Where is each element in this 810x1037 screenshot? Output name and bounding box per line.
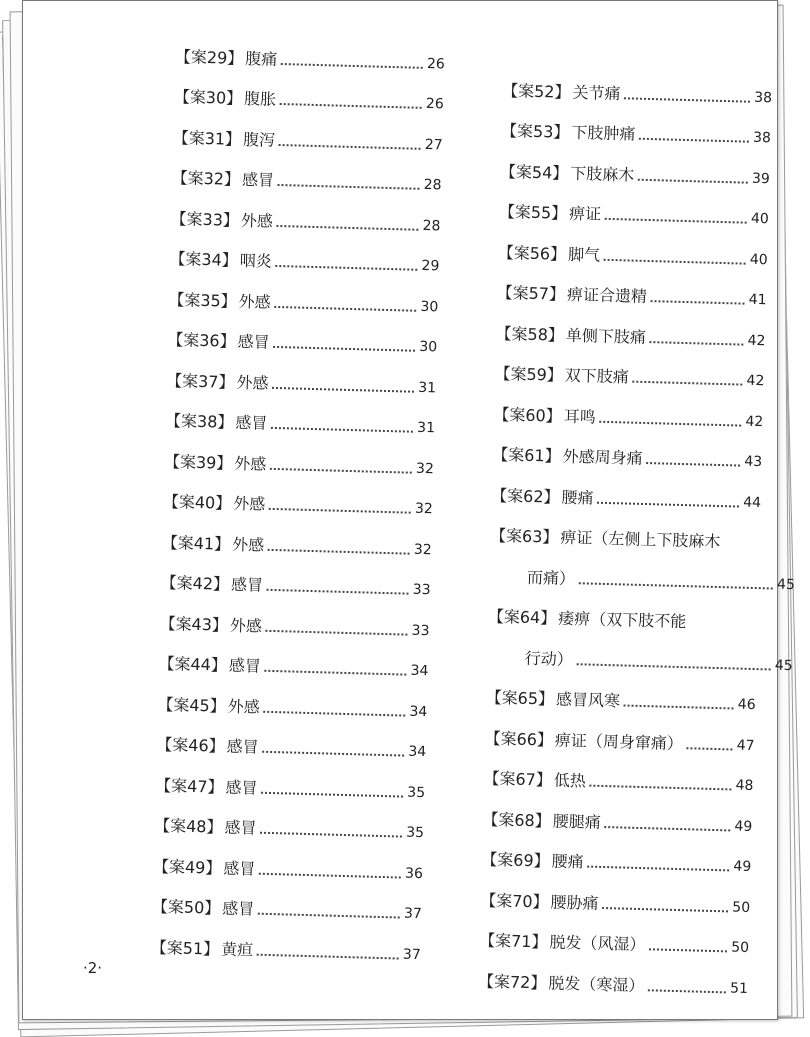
page-number: ·2·	[83, 959, 103, 977]
leader-dots	[597, 501, 739, 507]
case-number: 【案45】	[157, 694, 227, 716]
case-number: 【案38】	[164, 410, 234, 432]
page-ref: 49	[733, 858, 752, 876]
case-title: 黄疸	[220, 939, 254, 960]
toc-entry	[152, 876, 423, 924]
case-title: 痹证	[568, 203, 602, 224]
case-title: 咽炎	[239, 250, 273, 271]
case-title: 腹胀	[243, 89, 277, 109]
leader-dots	[265, 670, 407, 676]
page-ref: 34	[410, 662, 429, 680]
page-ref: 36	[404, 865, 424, 882]
toc-entry	[482, 789, 753, 837]
case-number: 【案39】	[163, 451, 233, 473]
page-ref: 27	[424, 136, 443, 153]
case-number: 【案48】	[153, 815, 223, 837]
case-title: 低热	[553, 770, 587, 791]
case-number: 【案62】	[490, 485, 560, 507]
leader-dots	[605, 218, 747, 224]
leader-dots	[263, 751, 405, 757]
page-ref: 35	[407, 784, 426, 801]
toc-entry	[499, 181, 770, 229]
page-ref: 41	[748, 291, 767, 309]
case-number: 【案59】	[494, 363, 564, 385]
toc-entry	[175, 26, 446, 74]
page-ref: 43	[744, 453, 763, 471]
page-ref: 30	[420, 298, 439, 315]
page-ref: 32	[413, 541, 432, 558]
toc-entry	[155, 755, 426, 803]
leader-dots	[639, 138, 749, 143]
toc-entry	[502, 60, 773, 108]
leader-dots	[605, 826, 731, 831]
toc-content	[9, 0, 796, 1028]
case-title: 感冒	[226, 736, 259, 757]
toc-entry	[497, 222, 768, 270]
page-ref: 26	[426, 55, 446, 72]
case-title: 外感	[238, 291, 271, 312]
leader-dots	[269, 508, 411, 514]
toc-entry	[483, 748, 754, 796]
leader-dots	[624, 97, 750, 102]
toc-column-left	[151, 26, 446, 964]
page-ref: 40	[749, 251, 768, 268]
leader-dots	[649, 948, 727, 952]
case-title-continued: 而痛）	[526, 567, 576, 588]
case-number: 【案41】	[161, 532, 231, 554]
leader-dots	[579, 582, 773, 589]
toc-entry	[171, 148, 442, 196]
leader-dots	[278, 184, 420, 190]
case-number: 【案40】	[162, 491, 232, 513]
toc-entry	[154, 795, 425, 843]
leader-dots	[624, 705, 734, 710]
case-number: 【案30】	[173, 87, 243, 108]
leader-dots	[638, 178, 748, 183]
leader-dots	[604, 258, 746, 264]
case-number: 【案31】	[172, 127, 242, 149]
case-title: 感冒	[230, 574, 264, 595]
case-title: 腰痛	[561, 487, 594, 508]
page-ref: 50	[730, 939, 750, 956]
toc-entry	[489, 505, 796, 593]
page-ref: 32	[414, 500, 433, 518]
toc-entry	[165, 391, 436, 439]
page-ref: 31	[416, 419, 436, 437]
leader-dots	[264, 710, 406, 716]
toc-entry	[480, 870, 751, 918]
page-ref: 39	[751, 170, 771, 187]
page-ref: 37	[403, 905, 423, 923]
toc-entry	[151, 917, 422, 965]
page-ref: 50	[732, 899, 751, 916]
page-ref: 44	[743, 494, 762, 511]
toc-entry	[493, 384, 764, 432]
case-number: 【案58】	[495, 323, 565, 345]
toc-entry	[494, 343, 765, 391]
case-title: 外感	[232, 493, 266, 514]
leader-dots	[258, 913, 400, 919]
case-title: 外感	[227, 696, 261, 717]
toc-entry	[484, 708, 755, 756]
case-title: 外感周身痛	[562, 446, 643, 468]
case-number: 【案51】	[150, 937, 220, 959]
page-ref: 34	[408, 743, 427, 761]
page-ref: 51	[729, 979, 749, 997]
case-title: 关节痛	[572, 82, 621, 103]
case-number: 【案60】	[493, 404, 562, 426]
toc-entry	[162, 512, 433, 560]
case-title: 腰痛	[551, 851, 584, 872]
case-number: 【案64】	[487, 606, 557, 628]
case-number: 【案34】	[169, 249, 239, 270]
leader-dots	[267, 589, 409, 595]
case-title: 痿痹（双下肢不能	[558, 608, 687, 631]
page-ref: 37	[402, 946, 421, 963]
toc-entry	[169, 229, 440, 277]
toc-entry	[170, 188, 441, 236]
case-number: 【案52】	[501, 80, 571, 102]
leader-dots	[260, 832, 402, 838]
case-number: 【案49】	[152, 856, 222, 878]
case-number: 【案37】	[165, 370, 235, 392]
case-title: 外感	[234, 453, 267, 474]
page-ref: 45	[774, 657, 793, 674]
case-title: 感冒	[235, 412, 268, 433]
case-number: 【案70】	[479, 890, 549, 912]
leader-dots	[259, 872, 401, 878]
page-ref: 42	[746, 372, 765, 390]
page-ref: 49	[734, 818, 753, 835]
page-ref: 26	[425, 95, 444, 113]
toc-entry	[501, 100, 772, 148]
case-number: 【案67】	[483, 768, 553, 790]
case-title: 外感	[229, 615, 263, 636]
case-title: 下肢肿痛	[571, 122, 636, 144]
case-number: 【案33】	[170, 208, 240, 230]
toc-entry	[167, 310, 438, 358]
case-number: 【案44】	[158, 653, 228, 675]
leader-dots	[266, 629, 408, 635]
case-title: 腹痛	[245, 48, 278, 69]
toc-entry	[160, 552, 431, 600]
leader-dots	[270, 467, 412, 473]
page-ref: 45	[776, 576, 796, 593]
leader-dots	[272, 386, 414, 392]
case-title: 外感	[240, 210, 274, 231]
case-title: 腹泻	[242, 129, 276, 150]
leader-dots	[268, 548, 410, 554]
leader-dots	[633, 381, 743, 386]
page-ref: 47	[736, 737, 755, 754]
page-ref: 31	[418, 379, 437, 396]
case-number: 【案36】	[167, 330, 236, 351]
toc-entry	[159, 593, 430, 641]
leader-dots	[277, 224, 419, 230]
page-ref: 33	[411, 622, 430, 639]
case-title: 痹证（周身窜痛）	[554, 730, 684, 753]
toc-entry	[487, 586, 793, 674]
leader-dots	[257, 953, 399, 959]
case-title: 双下肢痛	[564, 365, 630, 387]
leader-dots	[650, 341, 744, 346]
toc-entry	[157, 674, 428, 722]
leader-dots	[281, 63, 423, 69]
case-title: 感冒	[224, 817, 257, 838]
case-number: 【案66】	[484, 728, 554, 750]
case-number: 【案35】	[168, 289, 237, 311]
case-title: 痹证合遗精	[566, 284, 648, 306]
document-page	[22, 0, 796, 1020]
leader-dots	[577, 663, 771, 670]
toc-entry	[481, 829, 752, 877]
leader-dots	[590, 785, 732, 791]
page-ref: 35	[405, 824, 425, 842]
toc-entry-line	[487, 626, 794, 675]
toc-entry	[166, 350, 437, 398]
case-title: 外感	[236, 372, 269, 393]
leader-dots	[602, 907, 728, 912]
case-number: 【案72】	[477, 971, 547, 993]
page-ref: 42	[747, 332, 766, 349]
case-number: 【案63】	[489, 525, 559, 547]
toc-entry	[153, 836, 424, 884]
case-title: 外感	[231, 534, 265, 555]
page-ref: 48	[735, 777, 754, 795]
case-number: 【案55】	[498, 201, 568, 223]
toc-entry	[164, 431, 435, 479]
leader-dots	[276, 265, 418, 271]
case-number: 【案32】	[171, 168, 241, 189]
case-title: 感冒	[237, 331, 270, 352]
page-ref: 33	[412, 581, 431, 599]
toc-entry	[168, 269, 439, 317]
leader-dots	[279, 143, 421, 149]
page-ref: 40	[750, 210, 769, 228]
case-number: 【案46】	[156, 734, 225, 756]
toc-entry	[500, 141, 771, 189]
case-title: 耳鸣	[563, 406, 596, 427]
page-ref: 28	[422, 217, 441, 234]
leader-dots	[273, 346, 415, 352]
page-ref: 38	[752, 129, 772, 147]
case-title: 感冒	[228, 655, 262, 676]
toc-entry	[485, 667, 756, 715]
toc-entry	[156, 714, 427, 762]
case-number: 【案57】	[496, 282, 566, 304]
leader-dots	[271, 427, 413, 433]
case-number: 【案65】	[485, 687, 555, 709]
leader-dots	[646, 462, 740, 467]
toc-entry	[172, 107, 443, 155]
case-number: 【案61】	[492, 444, 561, 466]
case-title: 脚气	[567, 244, 601, 265]
case-title: 感冒	[241, 169, 275, 190]
case-title: 痹证（左侧上下肢麻木	[560, 527, 721, 551]
case-title: 感冒风寒	[555, 689, 621, 711]
leader-dots	[687, 747, 733, 750]
case-title: 腰腿痛	[552, 811, 602, 832]
toc-entry	[495, 303, 766, 351]
leader-dots	[648, 989, 726, 993]
leader-dots	[261, 791, 403, 797]
case-title: 感冒	[225, 777, 258, 798]
case-number: 【案56】	[497, 242, 567, 264]
case-title: 脱发（风湿）	[549, 932, 646, 955]
case-number: 【案68】	[482, 809, 552, 831]
leader-dots	[280, 103, 422, 109]
page-ref: 30	[419, 338, 438, 356]
page-ref: 28	[423, 176, 442, 194]
page-ref: 29	[421, 257, 440, 275]
page-ref: 42	[745, 413, 764, 430]
toc-entry	[496, 262, 767, 310]
page-ref: 34	[409, 703, 428, 720]
page-ref: 38	[753, 89, 773, 106]
case-title: 感冒	[223, 858, 256, 879]
case-number: 【案42】	[160, 572, 230, 594]
leader-dots	[588, 866, 730, 872]
case-number: 【案50】	[151, 896, 221, 918]
case-title: 感冒	[222, 898, 255, 919]
case-title-continued: 行动）	[524, 648, 574, 669]
toc-entry	[163, 471, 434, 519]
case-number: 【案69】	[481, 849, 550, 871]
toc-entry	[158, 633, 429, 681]
page-ref: 32	[415, 460, 435, 477]
leader-dots	[600, 420, 742, 426]
case-title: 单侧下肢痛	[565, 325, 647, 347]
case-number: 【案29】	[174, 46, 244, 68]
toc-entry	[478, 951, 749, 999]
case-title: 下肢麻木	[570, 163, 635, 185]
toc-entry	[174, 67, 445, 115]
case-title: 脱发（寒湿）	[548, 973, 645, 995]
toc-entry	[492, 424, 763, 472]
leader-dots	[651, 300, 745, 305]
case-number: 【案47】	[154, 775, 224, 797]
toc-column-right	[477, 60, 796, 998]
toc-entry	[479, 910, 750, 958]
case-number: 【案71】	[478, 930, 548, 952]
case-number: 【案43】	[159, 613, 229, 635]
case-number: 【案54】	[499, 161, 569, 183]
page-ref: 46	[737, 696, 756, 714]
case-number: 【案53】	[500, 120, 570, 142]
leader-dots	[275, 305, 417, 311]
case-title: 腰胁痛	[550, 892, 599, 913]
